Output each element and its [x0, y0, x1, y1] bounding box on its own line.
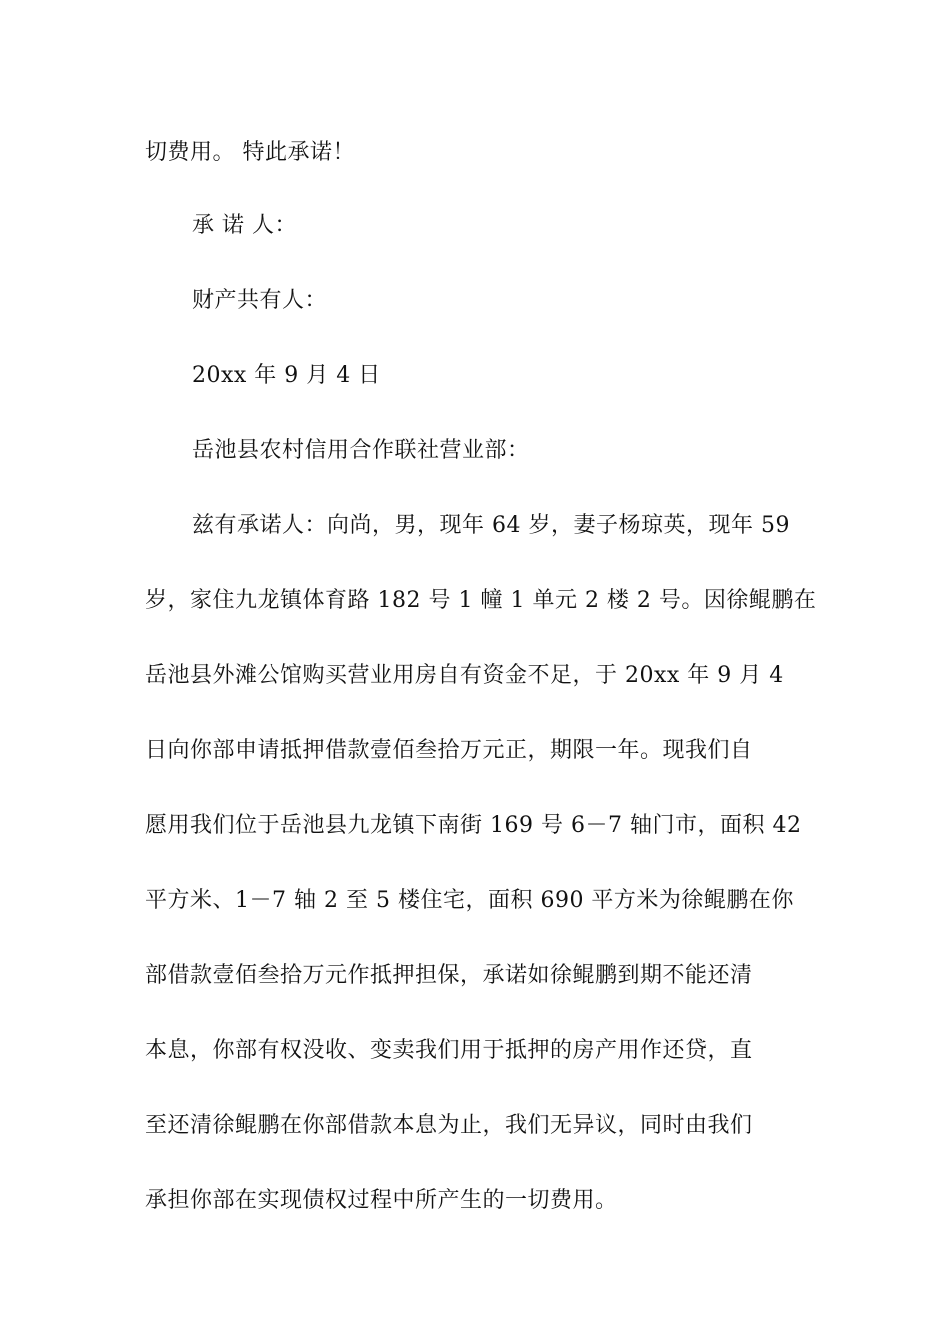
closing-line: 切费用。 特此承诺！ [145, 140, 355, 165]
body-line: 平方米、1－7 轴 2 至 5 楼住宅，面积 690 平方米为徐鲲鹏在你 [145, 888, 794, 913]
body-line: 承担你部在实现债权过程中所产生的一切费用。 [145, 1188, 618, 1213]
date-line: 20xx 年 9 月 4 日 [192, 363, 381, 388]
co-owner-label: 财产共有人： [192, 288, 328, 313]
body-line: 部借款壹佰叁拾万元作抵押担保，承诺如徐鲲鹏到期不能还清 [145, 963, 753, 988]
body-line: 岳池县外滩公馆购买营业用房自有资金不足，于 20xx 年 9 月 4 [145, 663, 784, 688]
body-line: 本息，你部有权没收、变卖我们用于抵押的房产用作还贷，直 [145, 1038, 753, 1063]
addressee-line: 岳池县农村信用合作联社营业部： [192, 438, 530, 463]
promisor-label: 承 诺 人： [192, 213, 297, 238]
body-line: 至还清徐鲲鹏在你部借款本息为止，我们无异议，同时由我们 [145, 1113, 753, 1138]
body-line: 兹有承诺人：向尚，男，现年 64 岁，妻子杨琼英，现年 59 [192, 513, 790, 538]
body-line: 岁，家住九龙镇体育路 182 号 1 幢 1 单元 2 楼 2 号。因徐鲲鹏在 [145, 588, 817, 613]
body-line: 愿用我们位于岳池县九龙镇下南街 169 号 6－7 轴门市，面积 42 [145, 813, 802, 838]
body-line: 日向你部申请抵押借款壹佰叁拾万元正，期限一年。现我们自 [145, 738, 753, 763]
